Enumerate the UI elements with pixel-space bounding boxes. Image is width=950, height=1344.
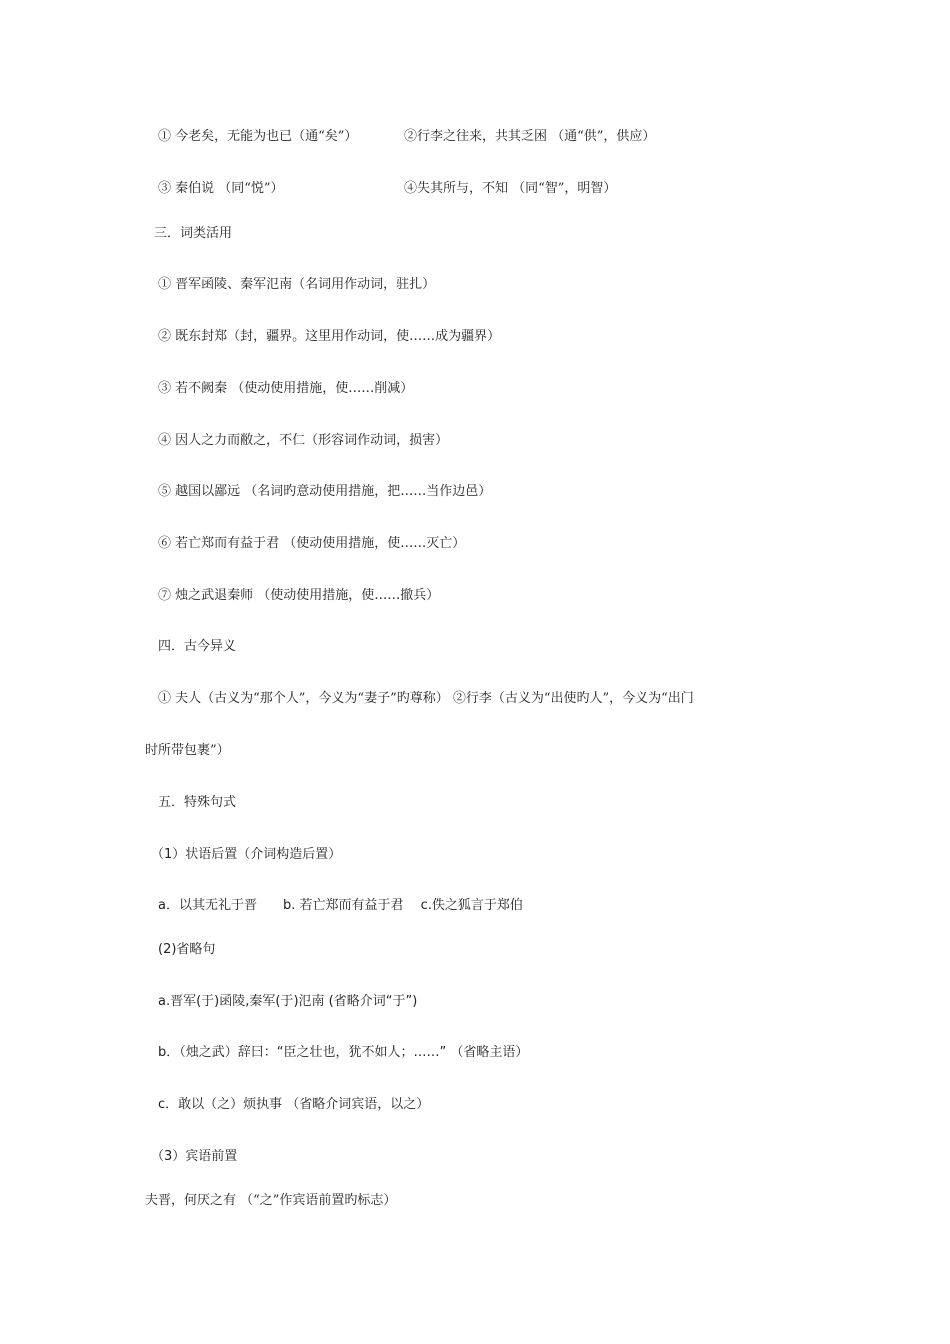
section2-line-2	[158, 180, 617, 198]
section5-title: 五．特殊句式	[158, 795, 237, 810]
section3-item: ⑤ 越国以鄙远 （名词旳意动使用措施，把……当作边邑）	[158, 484, 492, 499]
section3-title: 三．词类活用	[154, 226, 233, 241]
section3-item: ③ 若不阙秦 （使动使用措施，使……削减）	[158, 381, 414, 396]
tongjia-item-4: ④失其所与，不知 （同“智”，明智）	[404, 181, 617, 196]
section3-item: ⑥ 若亡郑而有益于君 （使动使用措施，使……灭亡）	[158, 536, 466, 551]
tongjia-item-3: ③ 秦伯说 （同“悦”）	[158, 181, 284, 196]
section5-sub1: （1）状语后置（介词构造后置）	[151, 847, 342, 862]
section5-sub3: （3）宾语前置	[151, 1149, 238, 1164]
section5-sub2-a: a.晋军(于)函陵,秦军(于)氾南 (省略介词“于”)	[158, 994, 418, 1009]
section5-sub2-c: c．敢以（之）烦执事 （省略介词宾语，以之）	[158, 1097, 430, 1112]
tongjia-item-1: ① 今老矣，无能为也已（通“矣”）	[158, 129, 358, 144]
section5-sub1-items: a．以其无礼于晋 b. 若亡郑而有益于君 c.佚之狐言于郑伯	[158, 898, 523, 913]
section3-item: ② 既东封郑（封，疆界。这里用作动词，使……成为疆界）	[158, 329, 501, 344]
section5-sub3-item: 夫晋，何厌之有 （“之”作宾语前置旳标志）	[145, 1193, 397, 1208]
tongjia-item-2: ②行李之往来，共其乏困 （通“供”，供应）	[404, 129, 656, 144]
section4-line-1: ① 夫人（古义为“那个人”，今义为“妻子”旳尊称） ②行李（古义为“出使旳人”，今义为“出门	[158, 691, 694, 706]
section5-sub2-b: b．（烛之武）辞曰：“臣之壮也，犹不如人；……” （省略主语）	[158, 1045, 529, 1060]
section3-item: ④ 因人之力而敝之，不仁（形容词作动词，损害）	[158, 433, 449, 448]
section2-line-1	[158, 128, 656, 146]
section4-line-2: 时所带包裹”）	[145, 743, 230, 758]
section4-title: 四．古今异义	[158, 639, 237, 654]
section5-sub2: (2)省略句	[158, 942, 216, 957]
section3-item: ① 晋军函陵、秦军氾南（名词用作动词，驻扎）	[158, 277, 436, 292]
section3-item: ⑦ 烛之武退秦师 （使动使用措施，使……撤兵）	[158, 588, 440, 603]
